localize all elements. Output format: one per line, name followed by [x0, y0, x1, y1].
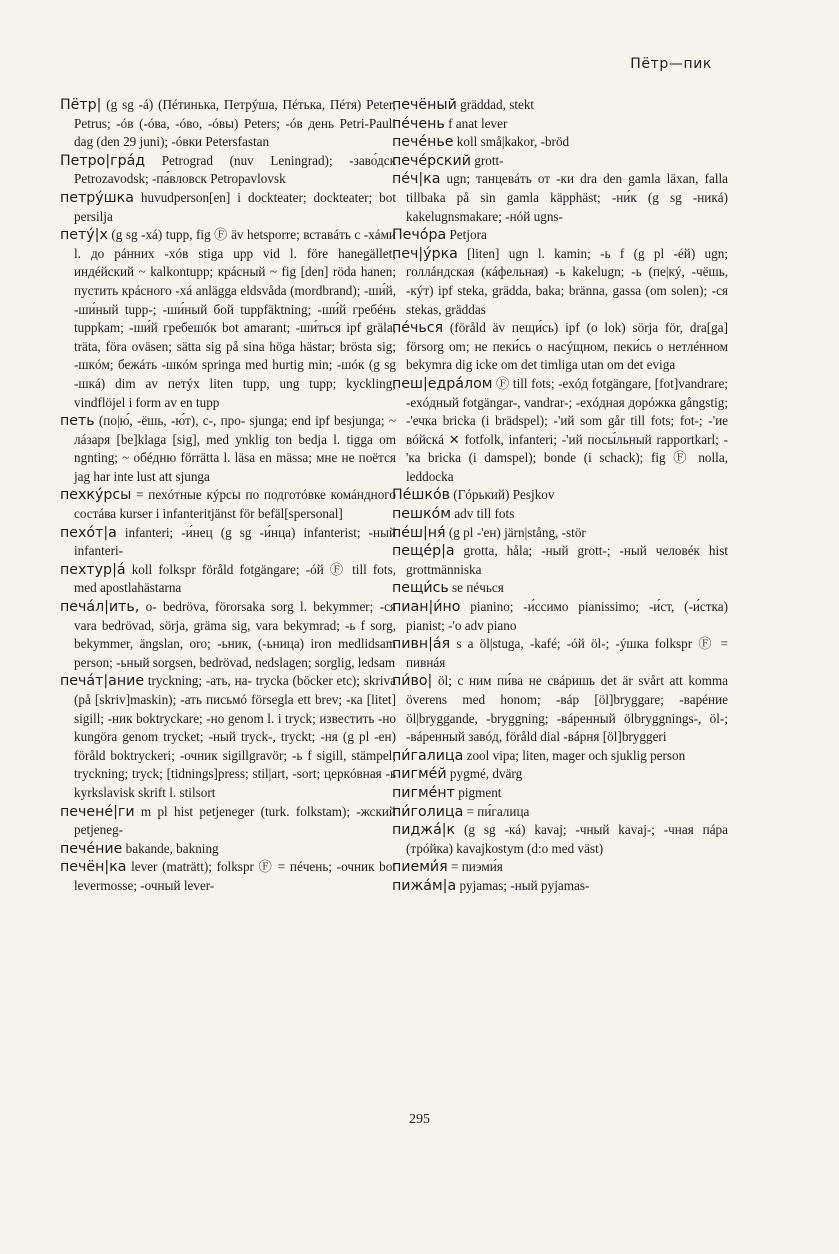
dictionary-entry: [392, 542, 728, 579]
dictionary-entry: [392, 765, 728, 784]
dictionary-entry: [392, 524, 728, 543]
dictionary-entry: [60, 486, 396, 523]
page-number: 295: [409, 1112, 430, 1127]
entry-text: (g sg -кá) kavaj; -чный kavaj-; -чная пáра (трóйка) kavajkostym (d:o med väst): [406, 822, 728, 856]
entry-text: se пéчься: [448, 580, 504, 596]
right-column: [392, 96, 728, 896]
entry-text: lever (maträtt); folkspr Ⓕ = пéчень; -очник bot levermosse; -очный lever-: [74, 859, 396, 893]
entry-text: pianino; -и́ссимо pianissimo; -и́ст, (-и́стка) pianist; -'о adv piano: [406, 599, 728, 633]
entry-headword: пехóт|а: [60, 524, 117, 541]
dictionary-entry: [60, 152, 396, 189]
entry-text: f anat lever: [444, 115, 508, 131]
dictionary-entry: [392, 858, 728, 877]
dictionary-entry: [392, 133, 728, 152]
left-column: [60, 96, 396, 896]
dictionary-entry: [60, 561, 396, 598]
entry-text: s a öl|stuga, -kafé; -óй öl-; -ýшка folkspr Ⓕ = пивнáя: [406, 636, 728, 670]
entry-text: Ⓕ till fots; -ехóд fotgängare, [fot]vandrare; -ехóдный fotgängar-, vandrar-; -ехóдная дорóжка gångstig; -'ечка bricka (i brädspel); -'ий som går till fots; fot-; -'ие вóйскá ✕ fotfolk, infanteri; -'ий посы́льный rapportkarl; -'ка bricka (i damspel); bonde (i schack); fig Ⓕ nolla, leddocka: [406, 375, 728, 484]
dictionary-entry: [392, 784, 728, 803]
dictionary-entry: [392, 152, 728, 171]
dictionary-entry: [392, 877, 728, 896]
dictionary-entry: [392, 226, 728, 245]
entry-text: tryckning; -ать, на- trycka (böcker etc); skriva (på [skriv]maskin); -ать письмó försegla ett brev; -ка [litet] sigill; -ник boktryckare; -но genom l. i tryck; известить -но kungöra genom trycket; -ный tryck-, tryckt; -ня (g pl -ен) föråld boktryckeri; -очник sigillgravör; -ь f sigill, stämpel; tryckning; tryck; [tidnings]press; stil|art, -sort; церкóвная -ь kyrkslavisk skrift l. stilsort: [74, 673, 396, 800]
entry-headword: печён|ка: [60, 859, 127, 876]
entry-text: m pl hist petjeneger (turk. folkstam); -жский petjeneg-: [74, 803, 396, 838]
entry-headword: пи́голица: [392, 803, 464, 820]
entry-headword: печёный: [392, 97, 457, 113]
dictionary-entry: [392, 505, 728, 524]
dictionary-entry: [392, 319, 728, 375]
dictionary-entry: [392, 672, 728, 746]
entry-text: (по|ю́, -ёшь, -ю́т), с-, про- sjunga; end ipf besjunga; ~ лáзаря [be]klaga [sig], med ynklig ton bedja l. tigga om ngnting; ~ обéдню förrätta l. läsa en mässa; мне не поётся jag har inte lust att sjunga: [74, 413, 396, 484]
dictionary-entry: [60, 803, 396, 840]
entry-text: gräddad, stekt: [456, 97, 535, 112]
entry-text: pygmé, dvärg: [446, 766, 523, 782]
entry-headword: пиан|и́но: [392, 599, 461, 616]
entry-text: pyjamas; -ный pyjamas-: [456, 877, 590, 893]
entry-text: ugn; танцевáть от -ки dra den gamla läxan, falla tillbaka på sin gamla käpphäst; -ни́к (g sg -никá) kakelugnsmakare; -нóй ugns-: [406, 171, 728, 224]
entry-text: grott-: [470, 152, 504, 168]
dictionary-entry: [392, 821, 728, 858]
dictionary-entry: [392, 375, 728, 487]
dictionary-entry: [392, 245, 728, 319]
entry-text: = пиэми́я: [447, 859, 503, 875]
dictionary-entry: [392, 486, 728, 505]
dictionary-entry: [392, 115, 728, 134]
entry-headword: пи́галица: [392, 747, 464, 764]
entry-headword: пещéр|а: [392, 543, 455, 560]
entry-text: huvudperson[en] i dockteater; dockteater; bot persilja: [74, 189, 396, 224]
entry-headword: Петро|гра́д: [60, 152, 146, 169]
entry-headword: пéч|ка: [392, 171, 441, 188]
dictionary-entry: [60, 672, 396, 802]
entry-text: = пехóтные кýрсы по подготóвке комáндного состáва kurser i infanteritjänst för befäl[spersonal]: [74, 487, 396, 522]
entry-text: zool vipa; liten, mager och sjuklig person: [463, 747, 686, 763]
entry-headword: пéчься: [392, 320, 444, 337]
dictionary-entry: [392, 635, 728, 672]
entry-headword: пéчень: [392, 115, 445, 132]
entry-headword: печéрский: [392, 152, 471, 169]
entry-headword: печéнье: [392, 134, 454, 151]
entry-headword: печ|ýрка: [392, 245, 458, 262]
dictionary-entry: [392, 803, 728, 822]
entry-headword: петь: [60, 413, 95, 430]
dictionary-entry: [392, 170, 728, 226]
entry-headword: петý|х: [60, 227, 108, 244]
entry-headword: пехтур|á: [60, 561, 126, 578]
entry-headword: пещи́сь: [392, 580, 449, 597]
dictionary-entry: [60, 226, 396, 412]
entry-headword: печáл|ить,: [60, 599, 140, 616]
entry-headword: пиджá|к: [392, 822, 456, 839]
entry-text: pigment: [454, 784, 502, 800]
entry-headword: пигмéнт: [392, 784, 455, 801]
entry-headword: пиеми́я: [392, 859, 448, 876]
entry-headword: Пéшкóв: [392, 487, 450, 504]
dictionary-entry: [392, 579, 728, 598]
entry-text: adv till fots: [450, 506, 515, 522]
entry-headword: печéние: [60, 840, 123, 857]
dictionary-entry: [392, 747, 728, 766]
entry-text: koll folkspr föråld fotgängare; -óй Ⓕ till fots, med apostlahästarna: [74, 561, 396, 596]
entry-text: öl; с ним пи́ва не свáришь det är svårt att komma överens med honom; -вáр [öl]bryggare; -варéние öl|bryggande, -bryggning; -вáренный ölbryggnings-, öl-; -вáренный завóд, föråld dial -вáрня [öl]bryggeri: [406, 673, 728, 745]
entry-headword: печенé|ги: [60, 803, 135, 820]
entry-text: (Гóрький) Pesjkov: [450, 487, 555, 503]
entry-text: koll små|kakor, -bröd: [453, 134, 570, 150]
entry-headword: пешкóм: [392, 506, 451, 523]
entry-headword: петрýшка: [60, 189, 134, 206]
entry-text: bakande, bakning: [122, 840, 219, 856]
dictionary-entry: [60, 524, 396, 561]
dictionary-entry: [60, 858, 396, 895]
entry-headword: пéш|ня́: [392, 524, 446, 541]
entry-headword: пижáм|а: [392, 877, 457, 894]
dictionary-entry: [392, 598, 728, 635]
entry-headword: пи́во|: [392, 673, 433, 690]
entry-headword: пеш|едрáлом: [392, 375, 493, 392]
dictionary-entry: [60, 598, 396, 672]
entry-text: grotta, håla; -ный grott-; -ный человéк hist grottmänniska: [406, 543, 728, 577]
dictionary-entry: [60, 96, 396, 152]
entry-headword: пигмéй: [392, 766, 447, 783]
dictionary-entry: [392, 96, 728, 115]
entry-headword: Пётр|: [60, 97, 102, 113]
entry-text: (g pl -'ен) järn|stång, -stör: [445, 524, 586, 540]
entry-headword: пехкýрсы: [60, 487, 132, 504]
entry-headword: пивн|áя: [392, 636, 451, 653]
entry-text: (g sg -хá) tupp, fig Ⓕ äv hetsporre; вставáть с -хáми l. до рáнних -хóв stiga upp vid l. före hanegället; индéйский ~ kalkontupp; крáсный ~ fig [den] röda hanen; пустить крáсного -хá anlägga eldsvåda (mordbrand); -ши́й, -ши́ный tupp-; -ши́ный бой tuppfäktning; -ши́й гребéнь tuppkam; -ши́й гребешóк bot amarant; -ши́ться ipf gräla, träta, föra oväsen; sätta sig på sina höga hästar; brösta sig; -шкóм; бежáть -шкóм springa med hurtig min; -шóк (g sg -шкá) dim av петýх liten tupp, ung tupp; kyckling; vindflöjel i form av en tupp: [74, 227, 396, 410]
entry-text: infanteri; -и́нец (g sg -и́нца) infanterist; -ный infanteri-: [74, 524, 396, 559]
entry-text: [liten] ugn l. kamin; -ь f (g pl -éй) ugn; голлáндская (кáфельная) -ь kakelugn; -ь (пе|кý, -чёшь, -кýт) ipf steka, grädda, baka; bränna, gassa (om solen); -ся stekas, gräddas: [406, 245, 728, 317]
entry-text: = пи́галица: [463, 803, 530, 819]
entry-headword: печáт|ание: [60, 673, 145, 690]
entry-text: о- bedröva, förorsaka sorg l. bekymmer; -ся vara bedrövad, sörja, gräma sig, vara bekymrad; -ь f sorg, bekymmer, ängslan, oro; -ьник, (-ьница) iron medlidsam person; -ьный sorgsen, bedrövad, nedslagen; sorglig, ledsam: [74, 599, 396, 670]
dictionary-entry: [60, 840, 396, 859]
entry-text: (g sg -á) (Пéтинька, Петрýша, Пéтька, Пéтя) Peter, Petrus; -óв (-óва, -óво, -óвы) Peters; -óв день Petri-Pauli dag (den 29 juni); -óвки Petersfastan: [74, 97, 396, 150]
entry-text: (föråld äv пещи́сь) ipf (o lok) sörja för, dra[ga] försorg om; не пеки́сь о насýщном, пеки́сь о нетлéнном bekymra dig icke om det timliga utan om det eviga: [406, 320, 728, 373]
dictionary-entry: [60, 412, 396, 486]
entry-text: Petjora: [446, 227, 487, 243]
running-head: Пётр—пик: [630, 56, 712, 72]
entry-text: Petrograd (nuv Leningrad); -заво́дск Petrozavodsk; -па́вловск Petropavlovsk: [74, 152, 396, 187]
dictionary-entry: [60, 189, 396, 226]
entry-headword: Печóра: [392, 227, 447, 244]
